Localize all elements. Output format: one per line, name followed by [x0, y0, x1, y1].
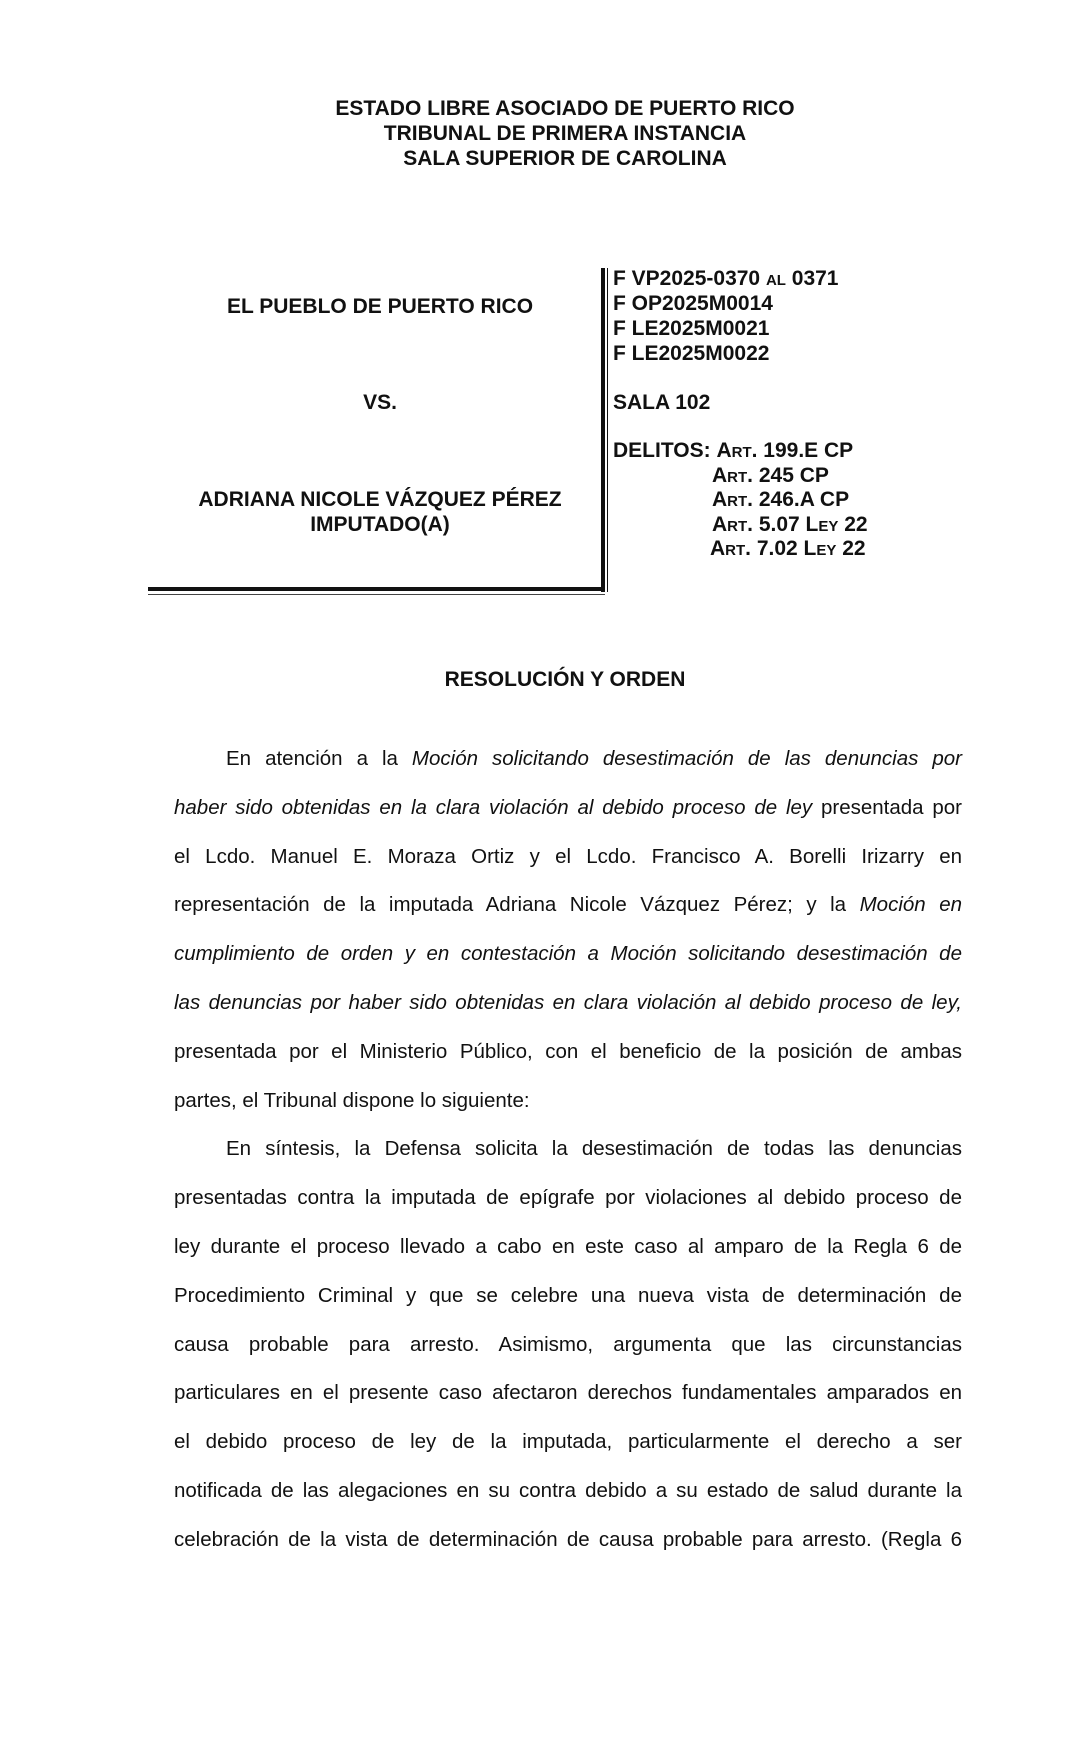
delito-5: Art. 7.02 Ley 22	[710, 537, 866, 560]
court-header	[0, 96, 1080, 171]
case-number-1: F VP2025-0370 al 0371	[613, 267, 839, 290]
delito-4: Art. 5.07 Ley 22	[712, 513, 868, 536]
versus: VS.	[363, 391, 397, 414]
caption-divider-horizontal	[148, 587, 605, 591]
body-line: notificada de las alegaciones en su contra debido a su estado de salud durante la	[174, 1478, 962, 1502]
body-line: las denuncias por haber sido obtenidas en clara violación al debido proceso de ley,	[174, 990, 962, 1014]
defendant-role: IMPUTADO(A)	[310, 513, 450, 536]
body-line: Procedimiento Criminal y que se celebre una nueva vista de determinación de	[174, 1283, 962, 1307]
body-line: celebración de la vista de determinación de causa probable para arresto. (Regla 6	[174, 1527, 962, 1551]
plaintiff: EL PUEBLO DE PUERTO RICO	[226, 295, 534, 318]
defendant-name: ADRIANA NICOLE VÁZQUEZ PÉREZ	[198, 488, 562, 511]
header-line-2: TRIBUNAL DE PRIMERA INSTANCIA	[383, 122, 747, 145]
body-line: causa probable para arresto. Asimismo, argumenta que las circunstancias	[174, 1332, 962, 1356]
body-line: presentadas contra la imputada de epígrafe por violaciones al debido proceso de	[174, 1186, 962, 1210]
case-number-4: F LE2025M0022	[613, 342, 770, 365]
caption-divider-vertical	[601, 268, 605, 592]
case-number-2: F OP2025M0014	[613, 292, 773, 315]
caption-divider-vertical-thin	[607, 268, 608, 592]
body-line: representación de la imputada Adriana Nicole Vázquez Pérez; y la Moción en	[174, 893, 962, 917]
document-body	[174, 735, 962, 1565]
delito-2: Art. 245 CP	[712, 464, 829, 487]
body-line: haber sido obtenidas en la clara violación al debido proceso de ley presentada por	[174, 795, 962, 819]
body-line: En atención a la Moción solicitando desestimación de las denuncias por	[226, 747, 962, 770]
delito-3: Art. 246.A CP	[712, 488, 850, 511]
delitos-line-1: DELITOS: Art. 199.E CP	[613, 439, 854, 462]
caption-divider-horizontal-thin	[148, 594, 605, 595]
sala: SALA 102	[613, 391, 711, 414]
body-line: el debido proceso de ley de la imputada, particularmente el derecho a ser	[174, 1430, 962, 1454]
body-line: ley durante el proceso llevado a cabo en este caso al amparo de la Regla 6 de	[174, 1234, 962, 1258]
header-line-3: SALA SUPERIOR DE CAROLINA	[403, 147, 727, 170]
header-line-1: ESTADO LIBRE ASOCIADO DE PUERTO RICO	[335, 97, 795, 120]
body-line: En síntesis, la Defensa solicita la desestimación de todas las denuncias	[226, 1137, 962, 1161]
body-line: partes, el Tribunal dispone lo siguiente:	[174, 1088, 530, 1112]
body-line: el Lcdo. Manuel E. Moraza Ortiz y el Lcdo. Francisco A. Borelli Irizarry en	[174, 844, 962, 868]
body-line: particulares en el presente caso afectaron derechos fundamentales amparados en	[174, 1381, 962, 1405]
case-number-3: F LE2025M0021	[613, 317, 770, 340]
body-line: presentada por el Ministerio Público, con el beneficio de la posición de ambas	[174, 1039, 962, 1063]
document-title: RESOLUCIÓN Y ORDEN	[444, 668, 686, 691]
body-line: cumplimiento de orden y en contestación a Moción solicitando desestimación de	[174, 942, 962, 966]
